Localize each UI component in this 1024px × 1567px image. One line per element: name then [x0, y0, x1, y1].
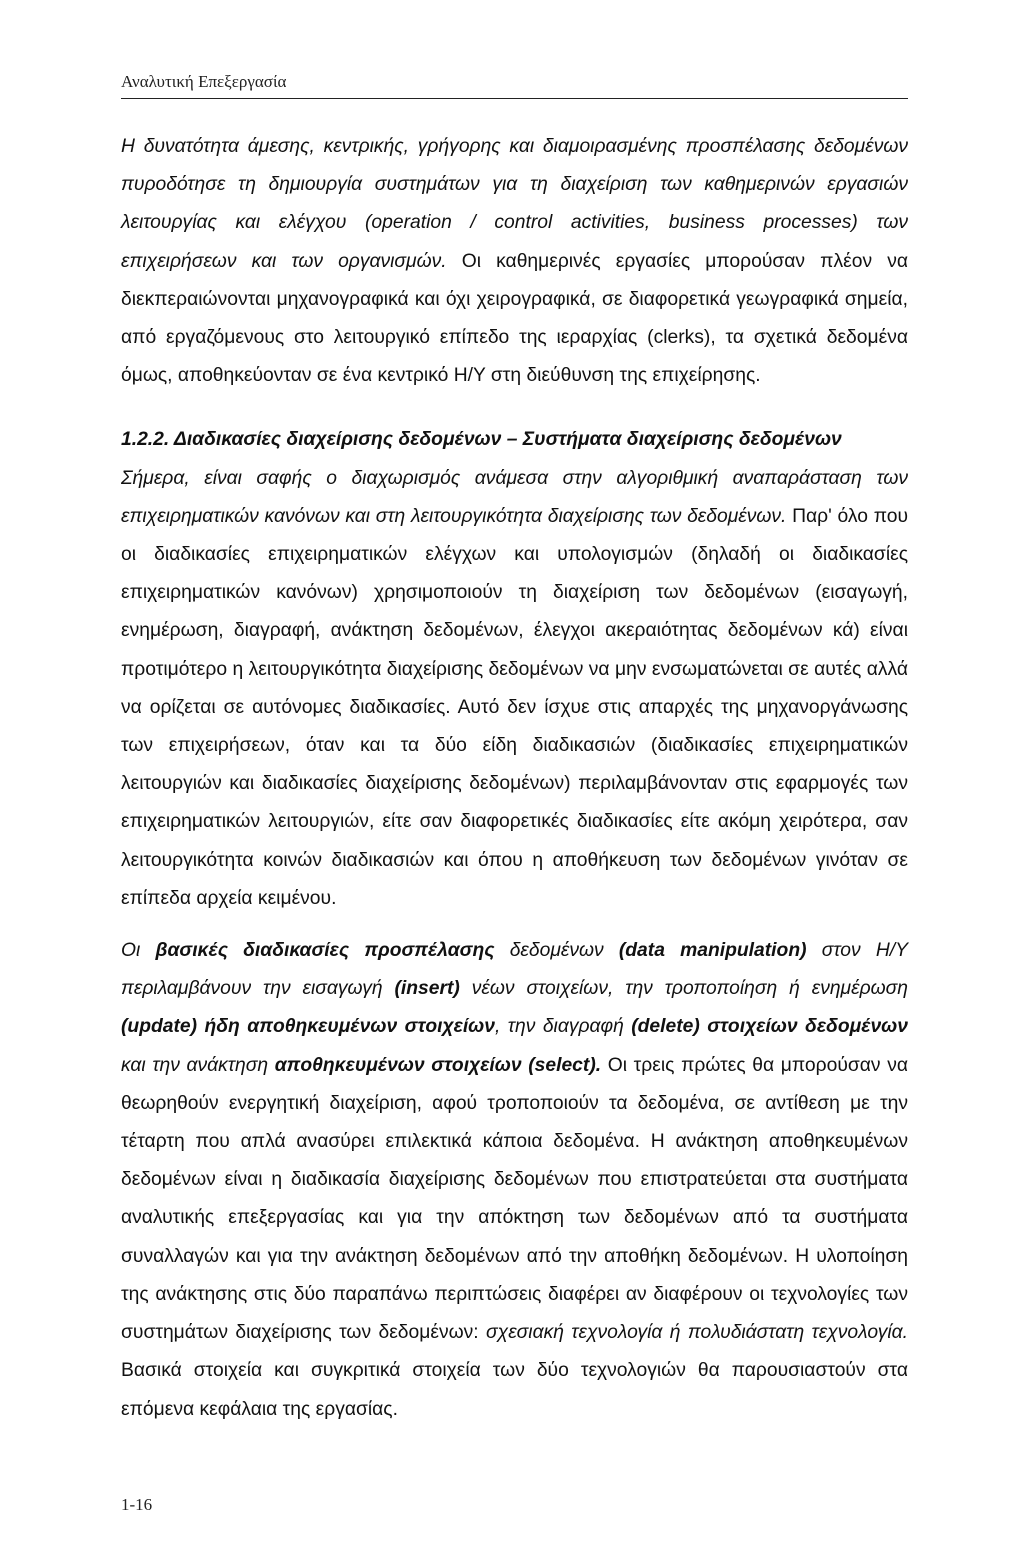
paragraph-intro: [121, 128, 908, 395]
dm-text-5: στον Η/Υ περιλαμβάνουν την εισαγωγή: [121, 940, 908, 1000]
page-number: [121, 1495, 152, 1515]
dm-normal-text-2: Βασικά στοιχεία και συγκριτικά στοιχεία των δύο τεχνολογιών θα παρουσιαστούν στα επόμενα κεφάλαια της εργασίας.: [121, 1360, 908, 1420]
page-header: [121, 72, 908, 99]
dm-text-6: (insert): [394, 978, 460, 1000]
dm-text-7: νέων στοιχείων, την τροποποίηση ή ενημέρωση: [459, 978, 908, 1000]
dm-text-12: αποθηκευμένων στοιχείων (select).: [274, 1054, 602, 1076]
header-title: Αναλυτική Επεξεργασία: [121, 72, 287, 91]
intro-normal-text: Οι καθημερινές εργασίες μπορούσαν πλέον να διεκπεραιώνονται μηχανογραφικά και όχι χειρογραφικά, σε διαφορετικά γεωγραφικά σημεία, από εργαζόμενους στο λειτουργικό επίπεδο της ιεραρχίας (clerks), τα σχετικά δεδομένα όμως, αποθηκεύονταν σε ένα κεντρικό Η/Υ στη διεύθυνση της επιχείρησης.: [121, 250, 908, 387]
paragraph-section: [121, 460, 908, 918]
dm-italic-text-2: σχεσιακή τεχνολογία ή πολυδιάστατη τεχνολογία.: [486, 1322, 908, 1344]
dm-text-3: δεδομένων: [494, 940, 619, 962]
dm-text-2: βασικές διαδικασίες προσπέλασης: [155, 940, 495, 962]
section-normal-text: Παρ' όλο που οι διαδικασίες επιχειρηματικών ελέγχων και υπολογισμών (δηλαδή οι διαδικασίες επιχειρηματικών κανόνων) χρησιμοποιούν τη διαχείριση των δεδομένων (εισαγωγή, ενημέρωση, διαγραφή, ανάκτηση δεδομένων, έλεγχοι ακεραιότητας δεδομένων κά) είναι προτιμότερο η λειτουργικότητα διαχείρισης δεδομένων να μην ενσωματώνεται σε αυτές αλλά να ορίζεται σε αυτόνομες διαδικασίες. Αυτό δεν ίσχυε στις απαρχές της μηχανοργάνωσης των επιχειρήσεων, όταν και τα δύο είδη διαδικασιών (διαδικασίες επιχειρηματικών λειτουργιών και διαδικασίες διαχείρισης δεδομένων) περιλαμβάνονταν στις εφαρμογές των επιχειρηματικών λειτουργιών, είτε σαν διαφορετικές διαδικασίες είτε ακόμη χειρότερα, σαν λειτουργικότητα κοινών διαδικασιών και όπου η αποθήκευση των δεδομένων γινόταν σε επίπεδα αρχεία κειμένου.: [121, 505, 908, 909]
paragraph-data-manipulation: [121, 932, 908, 1429]
page-number-text: 1-16: [121, 1495, 153, 1514]
section-heading: [121, 421, 908, 459]
dm-normal-text-1: Οι τρεις πρώτες θα μπορούσαν να θεωρηθούν ενεργητική διαχείριση, αφού τροποποιούν τα δεδομένα, σε αντίθεση με την τέταρτη που απλά ανασύρει επιλεκτικά κάποια δεδομένα. Η ανάκτηση αποθηκευμένων δεδομένων είναι η διαδικασία διαχείρισης δεδομένων που επιστρατεύεται στα συστήματα αναλυτικής επεξεργασίας και για την απόκτηση των δεδομένων από τα συστήματα συναλλαγών και για την ανάκτηση δεδομένων από την αποθήκη δεδομένων. Η υλοποίηση της ανάκτησης στις δύο παραπάνω περιπτώσεις διαφέρει αν διαφέρουν οι τεχνολογίες των συστημάτων διαχείρισης των δεδομένων:: [121, 1054, 908, 1344]
dm-text-10: (delete) στοιχείων δεδομένων: [631, 1016, 908, 1038]
section-heading-text: 1.2.2. Διαδικασίες διαχείρισης δεδομένων – Συστήματα διαχείρισης δεδομένων: [121, 429, 842, 451]
dm-text-8: (update) ήδη αποθηκευμένων στοιχείων: [121, 1016, 495, 1038]
section-italic-text: Σήμερα, είναι σαφής ο διαχωρισμός ανάμεσα στην αλγοριθμική αναπαράσταση των επιχειρηματικών κανόνων και στη λειτουργικότητα διαχείρισης των δεδομένων.: [121, 467, 908, 527]
dm-text-11: και την ανάκτηση: [121, 1054, 275, 1076]
intro-italic-text: Η δυνατότητα άμεσης, κεντρικής, γρήγορης και διαμοιρασμένης προσπέλασης δεδομένων πυροδότησε τη δημιουργία συστημάτων για τη διαχείριση των καθημερινών εργασιών λειτουργίας και ελέγχου (operation / control activities, business processes) των επιχειρήσεων και των οργανισμών.: [121, 136, 908, 272]
dm-text-1: Οι: [121, 940, 156, 962]
document-body: [121, 128, 908, 1429]
dm-text-4: (data manipulation): [618, 940, 807, 962]
dm-text-9: , την διαγραφή: [495, 1016, 632, 1038]
